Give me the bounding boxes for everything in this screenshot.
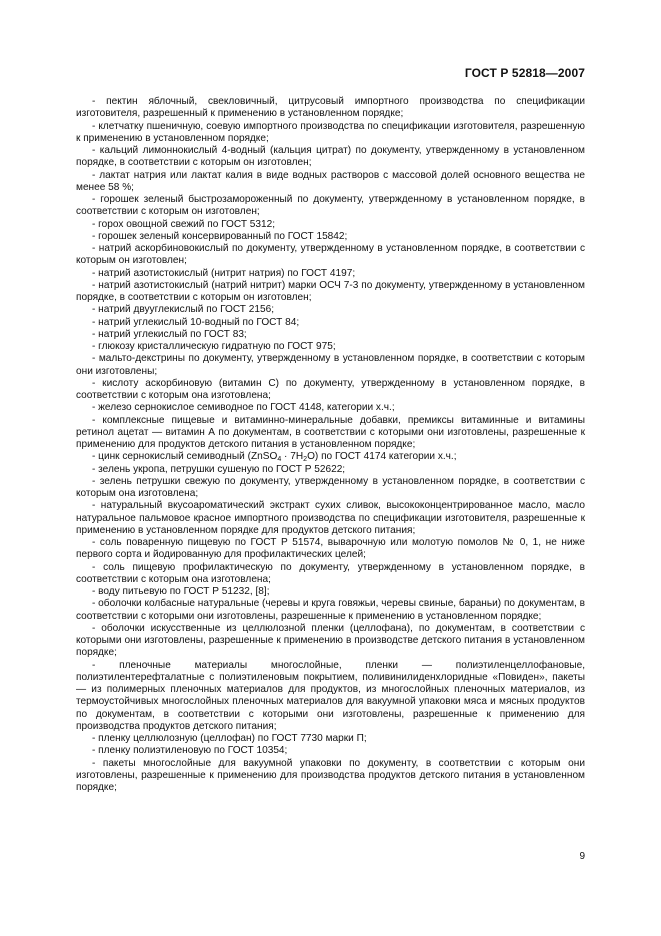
list-item: - пленочные материалы многослойные, пленки — полиэтиленцеллофановые, полиэтилентерефталатные с полиэтиленовым покрытием, поливинилиденхлоридные «Повиден», пакеты — из полимерных пленочных материалов для продуктов, из многослойных пленочных материалов, из термоустойчивых многослойных пленочных материалов для вакуумной упаковки мяса и мясных продуктов по документам, в соответствии с которыми они изготовлены, разрешенные к применению для производства продуктов детского питания;	[76, 659, 585, 732]
list-item: - оболочки искусственные из целлюлозной пленки (целлофана), по документам, в соответствии с которыми они изготовлены, разрешенные к применению в производстве детского питания в установленном порядке;	[76, 622, 585, 659]
list-item-zinc	[76, 451, 585, 463]
list-item: - клетчатку пшеничную, соевую импортного производства по спецификации изготовителя, разрешенную к применению в установленном порядке;	[76, 120, 585, 144]
list-item: - пакеты многослойные для вакуумной упаковки по документу, в соответствии с которым они изготовлены, разрешенные к применению для производства продуктов детского питания в установленном порядке;	[76, 757, 585, 793]
list-item: - кальций лимоннокислый 4-водный (кальция цитрат) по документу, утвержденному в установленном порядке, в соответствии с которым он изготовлен;	[76, 145, 585, 169]
list-item: - железо сернокислое семиводное по ГОСТ 4148, категории х.ч.;	[92, 402, 395, 414]
page-number: 9	[579, 851, 585, 862]
list-item: - горошек зеленый консервированный по ГОСТ 15842;	[92, 230, 348, 242]
list-item: - пектин яблочный, свекловичный, цитрусовый импортного производства по спецификации изготовителя, разрешенный к применению в установленном порядке;	[76, 96, 585, 120]
list-item: - пленку полиэтиленовую по ГОСТ 10354;	[92, 745, 288, 757]
standard-header: ГОСТ Р 52818—2007	[464, 66, 585, 80]
list-item: - мальто-декстрины по документу, утвержденному в установленном порядке, в соответствии с которым они изготовлены;	[76, 353, 585, 377]
list-item: - натуральный вкусоароматический экстракт сухих сливок, высококонцентрированное масло, масло натуральное пальмовое красное импортного производства по спецификации изготовителя, разрешенные к применению в установленном порядке для продуктов детского питания;	[76, 500, 585, 536]
list-item: - пленку целлюлозную (целлофан) по ГОСТ 7730 марки П;	[92, 733, 367, 744]
zinc-item-lead: - цинк сернокислый семиводный	[92, 451, 248, 463]
list-item: - оболочки колбасные натуральные (черевы и круга говяжьи, черевы свиные, бараньи) по документам, в соответствии с которыми они изготовлены, разрешенные к применению в установленном порядке;	[76, 598, 585, 622]
list-item: - глюкозу кристаллическую гидратную по ГОСТ 975;	[92, 341, 336, 352]
list-item: - горошек зеленый быстрозамороженный по документу, утвержденному в установленном порядке, в соответствии с которым он изготовлен;	[76, 194, 585, 218]
list-item: - комплексные пищевые и витаминно-минеральные добавки, премиксы витаминные и витамины ретинол ацетат — витамин А по документам, в соответствии с которыми они изготовлены, разрешенные к применению для продуктов детского питания в установленном порядке;	[76, 414, 585, 450]
list-item: - соль пищевую профилактическую по документу, утвержденному в установленном порядке, в соответствии с которым она изготовлена;	[76, 561, 585, 585]
materials-list	[76, 96, 585, 794]
list-item: - натрий аскорбиновокислый по документу, утвержденному в установленном порядке, в соответствии с которым он изготовлен;	[76, 243, 585, 267]
zinc-item-tail: по ГОСТ 4174 категории х.ч.;	[318, 451, 457, 463]
list-item: - зелень петрушки свежую по документу, утвержденному в установленном порядке, в соответствии с которым она изготовлена;	[76, 475, 585, 499]
zinc-formula: (ZnSO$_4$ · $7H_2O$)	[247, 451, 319, 464]
list-item: - соль поваренную пищевую по ГОСТ Р 51574, выварочную или молотую помолов № 0, 1, не ниже первого сорта и йодированную для профилактических целей;	[76, 537, 585, 561]
list-item: - натрий углекислый по ГОСТ 83;	[92, 328, 247, 340]
list-item: - лактат натрия или лактат калия в виде водных растворов с массовой долей основного вещества не менее 58 %;	[76, 169, 585, 193]
list-item: - зелень укропа, петрушки сушеную по ГОСТ Р 52622;	[92, 463, 346, 475]
list-item: - воду питьевую по ГОСТ Р 51232, [8];	[92, 586, 270, 597]
list-item: - горох овощной свежий по ГОСТ 5312;	[92, 218, 276, 230]
list-item: - натрий азотистокислый (нитрит натрия) по ГОСТ 4197;	[92, 267, 356, 279]
list-item: - кислоту аскорбиновую (витамин С) по документу, утвержденному в установленном порядке, в соответствии с которым она изготовлена;	[76, 377, 585, 401]
list-item: - натрий углекислый 10-водный по ГОСТ 84;	[92, 316, 300, 328]
list-item: - натрий азотистокислый (натрий нитрит) марки ОСЧ 7-3 по документу, утвержденному в установленном порядке, в соответствии с которым он изготовлен;	[76, 279, 585, 303]
list-item: - натрий двууглекислый по ГОСТ 2156;	[92, 304, 275, 316]
